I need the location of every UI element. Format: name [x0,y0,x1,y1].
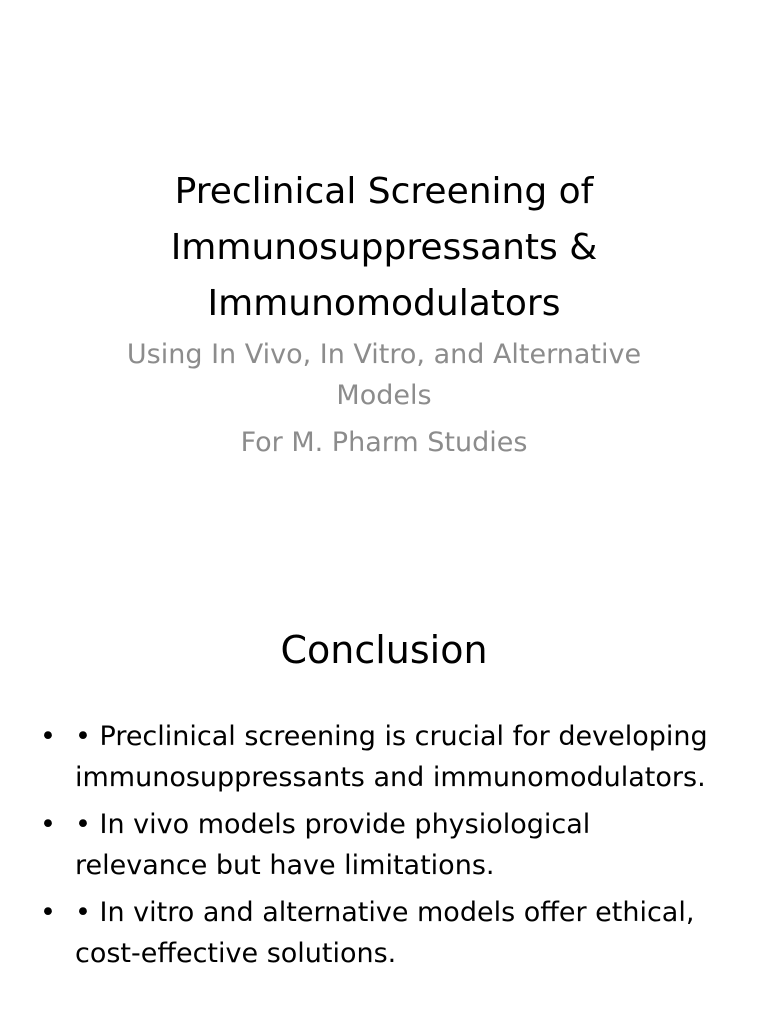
subtitle-line: For M. Pharm Studies [240,427,528,458]
bullet-text: • In vitro and alternative models offer ethical, cost-effective solutions. [75,897,695,969]
bullet-item [40,716,730,798]
slide-conclusion [0,560,768,1024]
bullet-marker: • [40,897,56,928]
conclusion-title: Conclusion [280,628,488,672]
title-line: Immunosuppressants & [170,227,598,268]
title-line: Preclinical Screening of [174,171,594,212]
presentation-subtitle [120,334,648,463]
bullet-item [40,804,730,886]
bullet-item [40,892,730,974]
bullet-text: • In vivo models provide physiological relevance but have limitations. [75,809,591,881]
subtitle-line: Using In Vivo, In Vitro, and Alternative Models [126,339,642,411]
bullet-text: • Preclinical screening is crucial for developing immunosuppressants and immunomodulators. [75,721,708,793]
conclusion-bullet-list [40,716,730,980]
bullet-marker: • [40,809,56,840]
title-line: Immunomodulators [207,283,561,324]
bullet-marker: • [40,721,56,752]
presentation-title [60,164,708,332]
